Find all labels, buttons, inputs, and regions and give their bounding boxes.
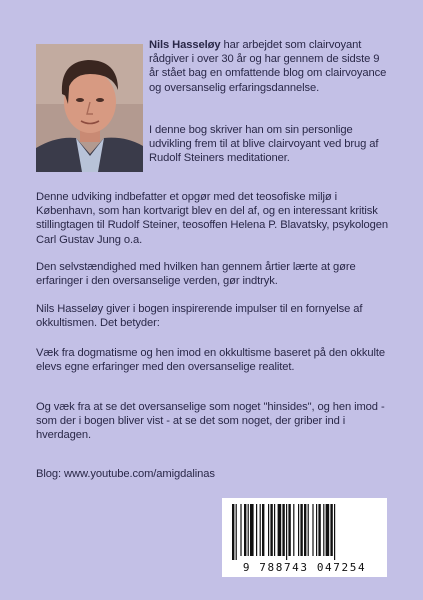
barcode-bar	[244, 504, 246, 556]
barcode-bar	[288, 504, 290, 556]
renewal-paragraph: Nils Hasseløy giver i bogen inspirerende impulser til en fornyelse af okkultismen. Det betyder:	[36, 303, 363, 330]
everyday-paragraph: Og væk fra at se det oversanselige som noget "hinsides", og hen imod - som der i bogen bliver vist - at se det som noget, der griber ind i hverdagen.	[36, 401, 385, 442]
barcode-bar	[236, 504, 237, 560]
author-intro-text: har arbejdet som clairvoyant rådgiver i over 30 år og har gennem de sidste 9 år stået bag en omfattende blog om clairvoyance og oversanselig erfaringsdannelse.	[149, 39, 387, 94]
barcode-bar	[232, 504, 234, 560]
barcode-bar	[326, 504, 330, 556]
barcode-bar	[316, 504, 317, 556]
barcode-bars	[222, 498, 387, 560]
barcode-bar	[270, 504, 272, 556]
barcode-bar	[300, 504, 302, 556]
barcode-bar	[260, 504, 261, 556]
barcode-bar	[248, 504, 249, 556]
dogmatism-paragraph: Væk fra dogmatisme og hen imod en okkultisme baseret på den okkulte elevs egne erfaringer med den oversanselige realitet.	[36, 347, 386, 374]
barcode-bar	[262, 504, 264, 556]
development-paragraph: Denne udviking indbefatter et opgør med det teosofiske miljø i København, som han kortvarigt blev en del af, og en interessant kritisk stillingtagen til Rudolf Steiner, teosoffen Helena P. Blavatsky, psykologen Carl Gustav Jung o.a.	[36, 191, 388, 246]
barcode-bar	[268, 504, 269, 556]
isbn-number: 9 788743 047254	[242, 561, 367, 574]
barcode-bar	[293, 504, 294, 556]
barcode-bar	[330, 504, 332, 556]
author-portrait-image	[36, 44, 143, 172]
barcode-bar	[240, 504, 241, 556]
barcode-bar	[312, 504, 313, 556]
barcode-bar	[308, 504, 309, 556]
barcode-bar	[323, 504, 324, 556]
barcode-bar	[318, 504, 320, 556]
independence-paragraph: Den selvstændighed med hvilken han gennem årtier lærte at gøre erfaringer i den oversanselige verden, gør indtryk.	[36, 261, 356, 288]
isbn-barcode	[222, 498, 387, 577]
author-photo	[36, 44, 143, 172]
barcode-bar	[250, 504, 254, 556]
barcode-bar	[256, 504, 257, 556]
blog-link[interactable]: Blog: www.youtube.com/amigdalinas	[36, 468, 215, 480]
book-summary-paragraph: I denne bog skriver han om sin personlige udvikling frem til at blive clairvoyant ved brug af Rudolf Steiners meditationer.	[149, 124, 379, 165]
barcode-bar	[278, 504, 282, 556]
barcode-bar	[304, 504, 306, 556]
barcode-bar	[282, 504, 284, 556]
barcode-bar	[298, 504, 299, 556]
author-intro-paragraph	[149, 38, 389, 95]
barcode-bar	[286, 504, 287, 560]
barcode-bar	[334, 504, 335, 560]
barcode-bar	[274, 504, 275, 556]
author-name: Nils Hasseløy	[149, 39, 221, 51]
